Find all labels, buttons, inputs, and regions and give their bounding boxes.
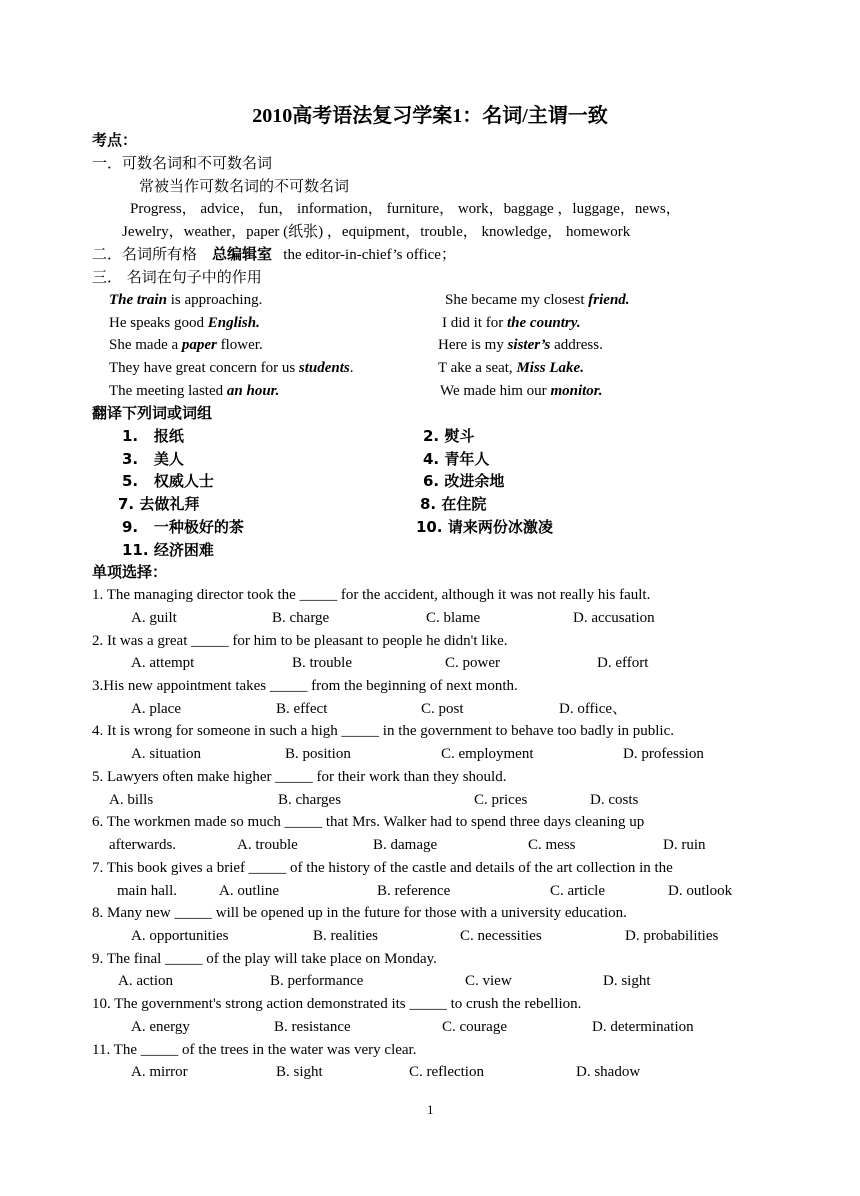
option: D. accusation [573,610,655,626]
translate-item: 10. 请来两份冰激凌 [416,518,553,536]
page-number: 1 [427,1102,434,1117]
option: A. trouble [237,837,298,853]
option: A. opportunities [131,928,229,944]
question-stem: 8. Many new _____ will be opened up in the future for those with a university education. [92,905,627,921]
option: B. trouble [292,655,352,671]
option: C. reflection [409,1064,484,1080]
section-2-term: 总编辑室 [212,245,273,263]
option: A. bills [109,792,154,808]
example-sentence: I did it for the country. [442,315,581,331]
option: D. probabilities [625,928,719,944]
option: D. ruin [663,837,706,853]
example-sentence: They have great concern for us students. [109,360,354,376]
section-2-heading: 二．名词所有格 [92,245,198,263]
option: B. sight [276,1064,323,1080]
option: C. article [550,883,605,899]
question-stem: 10. The government's strong action demonstrated its _____ to crush the rebellion. [92,996,582,1012]
option: A. action [118,973,173,989]
question-stem: 5. Lawyers often make higher _____ for their work than they should. [92,769,507,785]
translate-item: 9. 一种极好的茶 [122,518,244,536]
option: D. shadow [576,1064,641,1080]
option: B. charges [278,792,342,808]
option: D. outlook [668,883,733,899]
section-1-heading: 一．可数名词和不可数名词 [92,154,273,172]
example-sentence: He speaks good English. [109,315,260,331]
option: C. view [465,973,512,989]
option: A. energy [131,1019,190,1035]
option: D. sight [603,973,651,989]
option: B. realities [313,928,378,944]
option: C. blame [426,610,481,626]
example-sentence: Here is my sister’s address. [438,337,603,353]
question-stem: 2. It was a great _____ for him to be pleasant to people he didn't like. [92,633,508,649]
option: D. profession [623,746,704,762]
option: D. costs [590,792,639,808]
translate-item: 4. 青年人 [423,450,490,468]
section-2-line [92,245,456,264]
option: A. situation [131,746,201,762]
option: A. mirror [131,1064,188,1080]
question-stem-continuation: afterwards. [109,837,177,853]
option: B. resistance [274,1019,351,1035]
multiple-choice-heading: 单项选择： [92,563,168,581]
option: C. post [421,701,464,717]
translate-item: 7. 去做礼拜 [118,495,200,513]
question-stem: 3.His new appointment takes _____ from the beginning of next month. [92,678,518,694]
option: B. performance [270,973,364,989]
option: A. outline [219,883,279,899]
example-sentence: She made a paper flower. [109,337,263,353]
option: B. effect [276,701,328,717]
option: C. prices [474,792,528,808]
translate-item: 8. 在住院 [420,495,487,513]
question-stem: 1. The managing director took the _____ for the accident, although it was not really his fault. [92,587,651,603]
translate-item: 5. 权威人士 [122,472,214,490]
translate-item: 2. 熨斗 [423,427,475,445]
example-sentence: She became my closest friend. [445,292,630,308]
question-stem: 7. This book gives a brief _____ of the history of the castle and details of the art collection in the [92,860,673,876]
example-sentence: We made him our monitor. [440,383,603,399]
example-sentence: The train is approaching. [109,292,263,308]
option: A. attempt [131,655,195,671]
translate-item: 3. 美人 [122,450,184,468]
option: A. place [131,701,181,717]
option: B. position [285,746,351,762]
option: B. charge [272,610,330,626]
key-points-label: 考点： [92,131,138,149]
question-stem: 6. The workmen made so much _____ that Mrs. Walker had to spend three days cleaning up [92,814,645,830]
option: D. effort [597,655,649,671]
option: C. necessities [460,928,542,944]
option: A. guilt [131,610,177,626]
question-stem: 4. It is wrong for someone in such a high _____ in the government to behave too badly in public. [92,723,674,739]
translate-item: 1. 报纸 [122,427,184,445]
translate-item: 11. 经济困难 [122,541,214,559]
example-sentence: T ake a seat, Miss Lake. [438,360,584,376]
translate-heading: 翻译下列词或词组 [92,404,213,422]
option: C. mess [528,837,576,853]
option: B. damage [373,837,438,853]
section-2-english: the editor-in-chief’s office； [283,247,456,263]
option: D. determination [592,1019,694,1035]
section-1-subheading: 常被当作可数名词的不可数名词 [139,177,350,195]
example-sentence: The meeting lasted an hour. [109,383,280,399]
section-3-heading: 三． 名词在句子中的作用 [92,268,262,286]
uncountable-words-line-1: Progress， advice， fun， information， furniture， work，baggage ，luggage，news， [130,201,681,217]
option: C. power [445,655,500,671]
option: C. employment [441,746,534,762]
question-stem-continuation: main hall. [117,883,177,899]
question-stem: 9. The final _____ of the play will take place on Monday. [92,951,437,967]
option: C. courage [442,1019,507,1035]
option: D. office、 [559,701,628,717]
translate-item: 6. 改进余地 [423,472,505,490]
uncountable-words-line-2: Jewelry，weather，paper (纸张) ，equipment，trouble， knowledge， homework [122,224,631,240]
option: B. reference [377,883,451,899]
page-title: 2010高考语法复习学案1：名词/主谓一致 [252,105,608,127]
question-stem: 11. The _____ of the trees in the water was very clear. [92,1042,417,1058]
